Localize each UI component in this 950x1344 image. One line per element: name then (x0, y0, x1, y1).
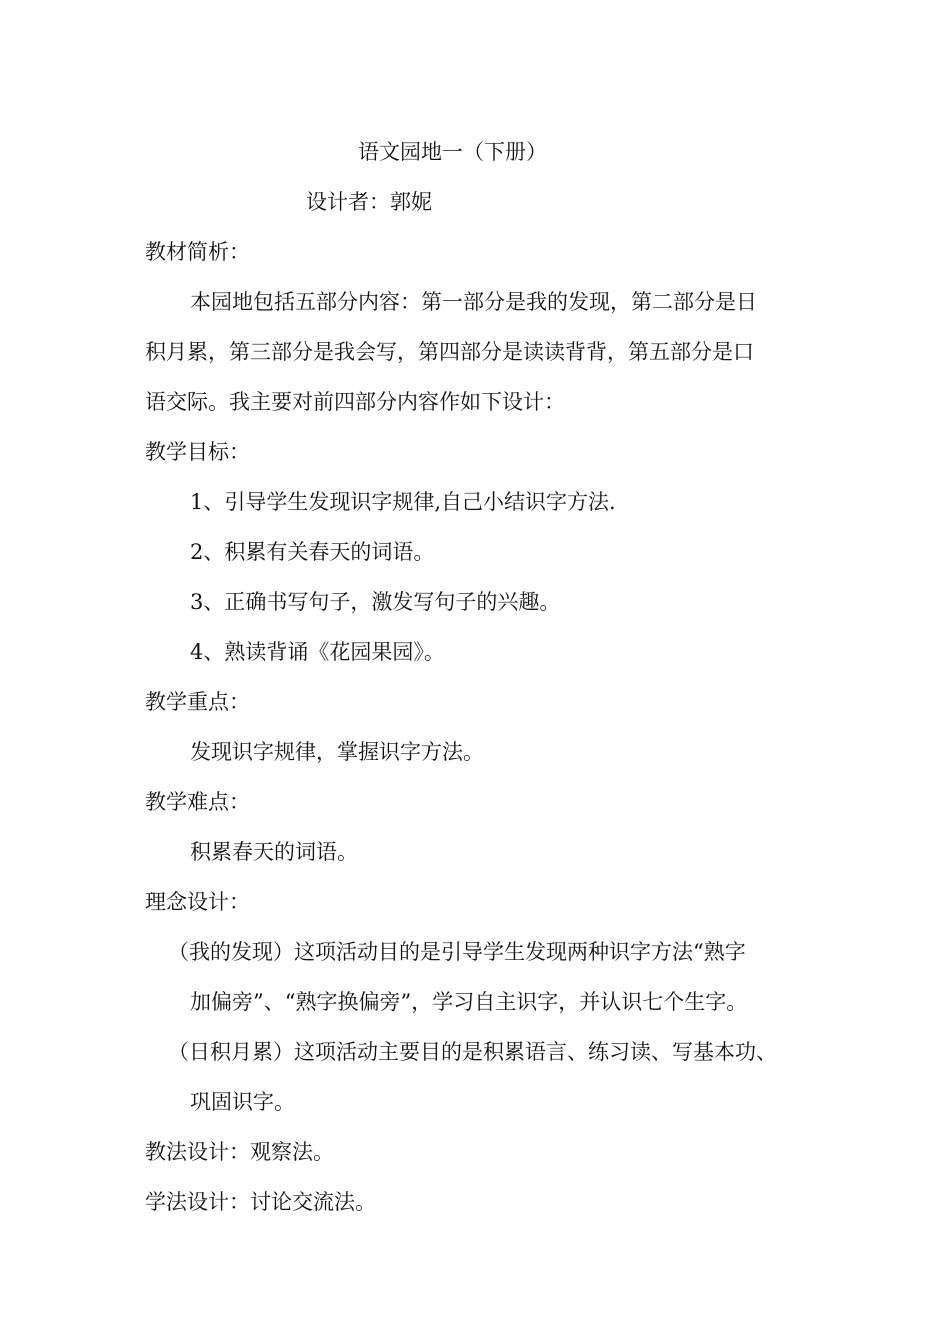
document-title: 语文园地一（下册） (358, 140, 547, 164)
teaching-method: 教法设计：观察法。 (145, 1140, 334, 1164)
objective-item: 1、引导学生发现识字规律,自己小结识字方法. (190, 490, 616, 514)
learning-method: 学法设计：讨论交流法。 (145, 1190, 376, 1214)
difficulties-heading: 教学难点： (145, 790, 250, 814)
concept-heading: 理念设计： (145, 890, 250, 914)
analysis-line: 语交际。我主要对前四部分内容作如下设计： (145, 390, 565, 414)
analysis-line: 本园地包括五部分内容：第一部分是我的发现，第二部分是日 (190, 290, 757, 314)
difficulties-text: 积累春天的词语。 (190, 840, 358, 864)
objectives-heading: 教学目标： (145, 440, 250, 464)
objective-item: 2、积累有关春天的词语。 (190, 540, 435, 564)
designer-line: 设计者：郭妮 (306, 190, 432, 214)
key-points-text: 发现识字规律，掌握识字方法。 (190, 740, 484, 764)
concept-line: （日积月累）这项活动主要目的是积累语言、练习读、写基本功、 (168, 1040, 777, 1064)
key-points-heading: 教学重点： (145, 690, 250, 714)
analysis-heading: 教材简析： (145, 240, 250, 264)
concept-line: 巩固识字。 (190, 1090, 295, 1114)
analysis-line: 积月累，第三部分是我会写，第四部分是读读背背，第五部分是口 (145, 340, 754, 364)
objective-item: 3、正确书写句子，激发写句子的兴趣。 (190, 590, 561, 614)
concept-line: 加偏旁”、“熟字换偏旁”，学习自主识字，并认识七个生字。 (190, 990, 748, 1014)
concept-line: （我的发现）这项活动目的是引导学生发现两种识字方法“熟字 (168, 940, 746, 964)
objective-item: 4、熟读背诵《花园果园》。 (190, 640, 445, 664)
